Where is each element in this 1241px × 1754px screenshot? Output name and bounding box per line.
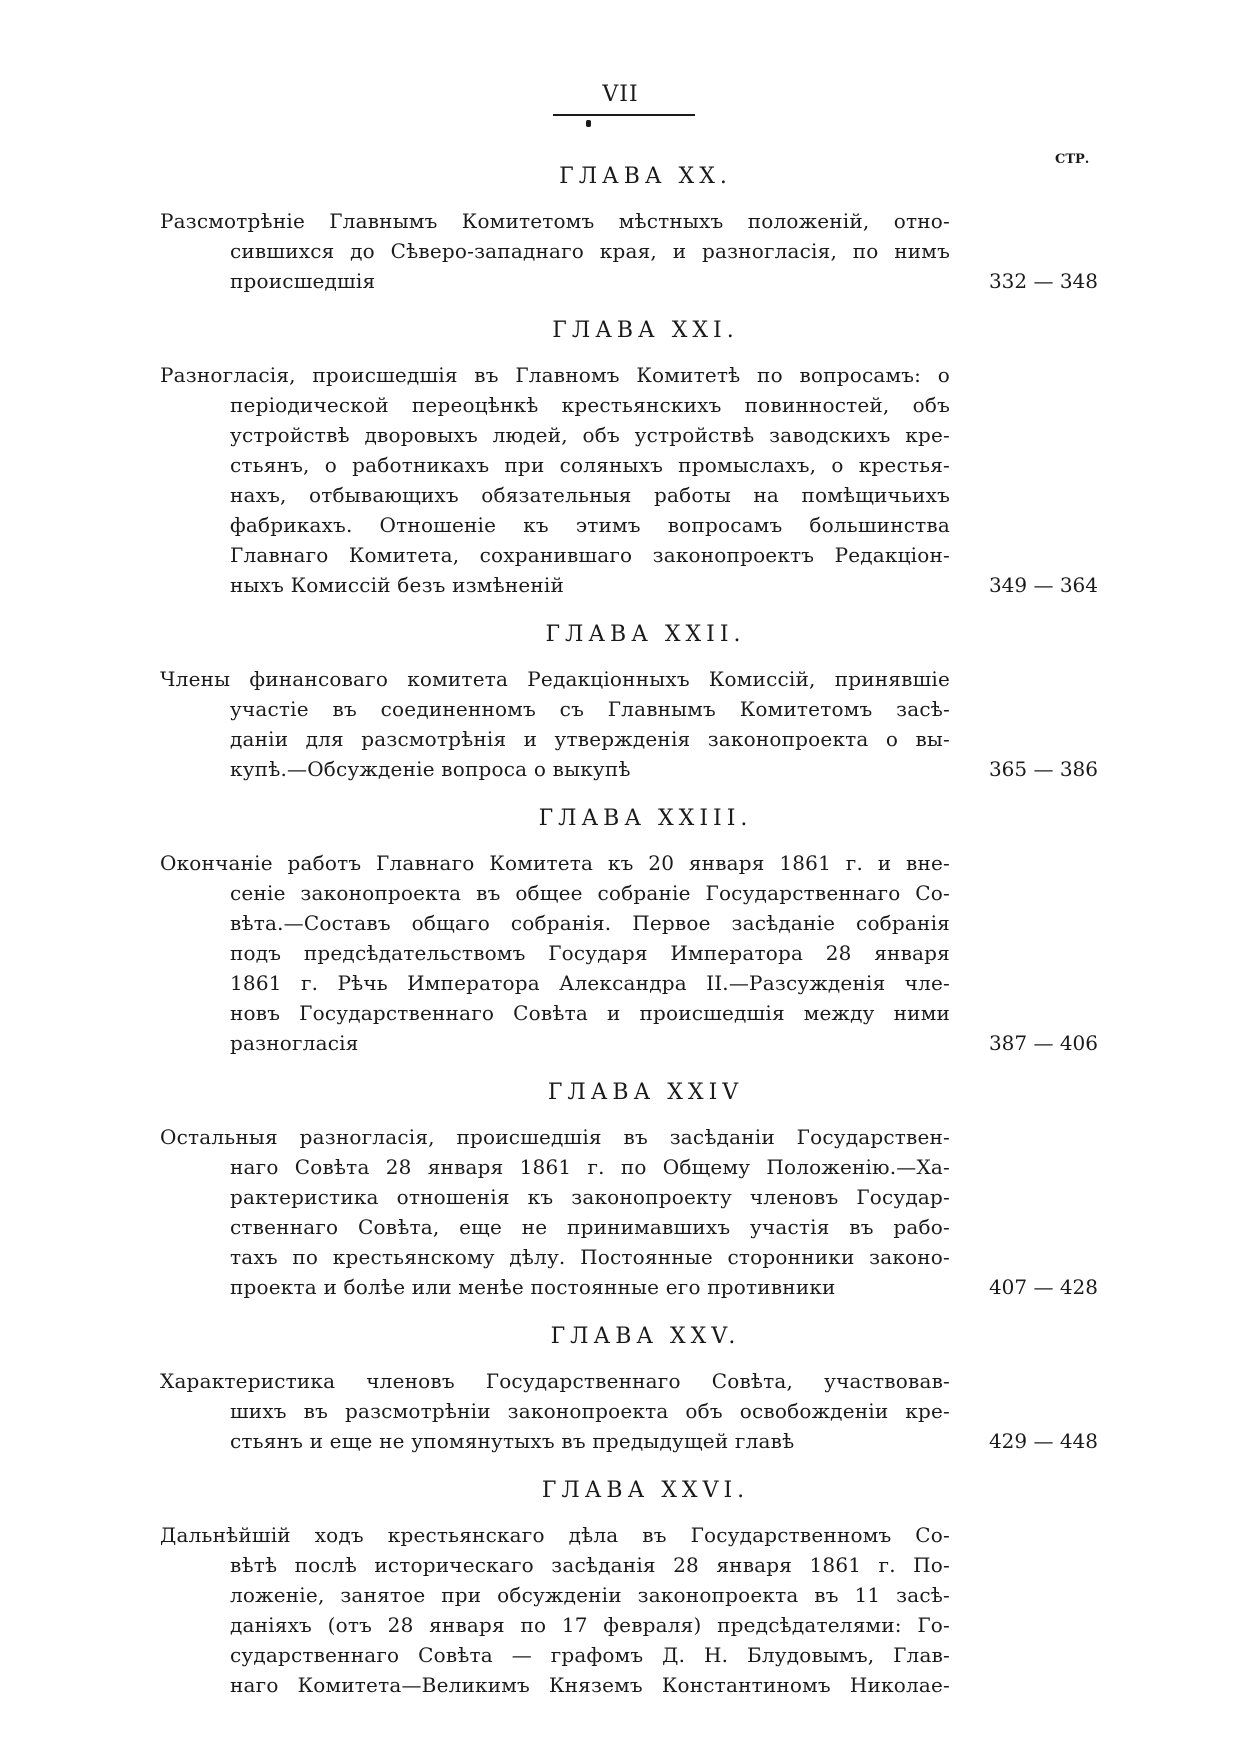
summary-line: нахъ, отбывающихъ обязательныя работы на помѣщичьихъ [230, 483, 950, 507]
summary-line: новъ Государственнаго Совѣта и происшедшія между ними [230, 1001, 950, 1025]
summary-line: стьянъ, о работникахъ при соляныхъ промыслахъ, о крестья- [230, 453, 950, 477]
page-range: 429 — 448 [988, 1429, 1098, 1453]
summary-line: фабрикахъ. Отношеніе къ этимъ вопросамъ большинства [230, 513, 950, 537]
summary-line: участіе въ соединенномъ съ Главнымъ Комитетомъ засѣ- [230, 697, 950, 721]
summary-line: ственнаго Совѣта, еще не принимавшихъ участія въ рабо- [230, 1215, 950, 1239]
page-range: 407 — 428 [988, 1275, 1098, 1299]
chapter-title: ГЛАВА XX. [559, 164, 732, 189]
summary-line: проекта и болѣе или менѣе постоянные его противники [230, 1275, 836, 1299]
chapter-xxv [0, 1322, 1241, 1456]
page-number: VII [602, 82, 639, 107]
summary-line: сившихся до Сѣверо-западнаго края, и разногласія, по нимъ [230, 239, 950, 263]
summary-line: разногласія [230, 1031, 359, 1055]
page-range: 332 — 348 [988, 269, 1098, 293]
summary-line: даніи для разсмотрѣнія и утвержденія законопроекта о вы- [230, 727, 950, 751]
chapter-xx [0, 162, 1241, 296]
chapter-summary [160, 848, 1098, 1058]
summary-line: 1861 г. Рѣчь Императора Александра II.—Разсужденія чле- [230, 971, 950, 995]
summary-line: тахъ по крестьянскому дѣлу. Постоянные сторонники законо- [230, 1245, 950, 1269]
chapter-title: ГЛАВА XXVI. [541, 1478, 750, 1503]
summary-line: Характеристика членовъ Государственнаго Совѣта, участвовав- [160, 1369, 950, 1393]
chapter-summary [160, 360, 1098, 600]
chapter-summary [160, 1122, 1098, 1302]
summary-line: вѣтѣ послѣ историческаго засѣданія 28 января 1861 г. По- [230, 1553, 950, 1577]
chapter-title: ГЛАВА XXIV [547, 1080, 744, 1105]
pages-column-header: СТР. [1055, 152, 1090, 167]
summary-line: шихъ въ разсмотрѣніи законопроекта объ освобожденіи кре- [230, 1399, 950, 1423]
summary-line: наго Совѣта 28 января 1861 г. по Общему Положенію.—Ха- [230, 1155, 950, 1179]
summary-line: періодической переоцѣнкѣ крестьянскихъ повинностей, объ [230, 393, 950, 417]
chapter-xxiii [0, 804, 1241, 1058]
chapter-summary [160, 1366, 1098, 1456]
summary-line: рактеристика отношенія къ законопроекту членовъ Государ- [230, 1185, 950, 1209]
chapter-xxi [0, 316, 1241, 600]
chapter-title: ГЛАВА XXI. [552, 318, 739, 343]
summary-line: Разсмотрѣніе Главнымъ Комитетомъ мѣстныхъ положеній, отно- [160, 209, 950, 233]
page-range: 387 — 406 [988, 1031, 1098, 1055]
page-range: 349 — 364 [988, 573, 1098, 597]
chapter-xxvi [0, 1476, 1241, 1700]
header-rule [553, 114, 695, 116]
summary-line: сеніе законопроекта въ общее собраніе Государственнаго Со- [230, 881, 950, 905]
chapter-xxii [0, 620, 1241, 784]
chapter-xxiv [0, 1078, 1241, 1302]
summary-line: происшедшія [230, 269, 376, 293]
summary-line: Окончаніе работъ Главнаго Комитета къ 20 января 1861 г. и вне- [160, 851, 950, 875]
rule-dot [586, 120, 591, 127]
summary-line: устройствѣ дворовыхъ людей, объ устройствѣ заводскихъ кре- [230, 423, 950, 447]
summary-line: Члены финансоваго комитета Редакціонныхъ Комиссій, принявшіе [160, 667, 950, 691]
chapter-summary [160, 206, 1098, 296]
summary-line: ныхъ Комиссій безъ измѣненій [230, 573, 565, 597]
chapter-title: ГЛАВА XXV. [550, 1324, 741, 1349]
summary-line: вѣта.—Составъ общаго собранія. Первое засѣданіе собранія [230, 911, 950, 935]
chapter-summary [160, 1520, 950, 1700]
chapter-summary [160, 664, 1098, 784]
chapter-title: ГЛАВА XXIII. [538, 806, 753, 831]
summary-line: купѣ.—Обсужденіе вопроса о выкупѣ [230, 757, 631, 781]
table-of-contents [0, 162, 1241, 1700]
chapter-title: ГЛАВА XXII. [545, 622, 746, 647]
summary-line: сударственнаго Совѣта — графомъ Д. Н. Блудовымъ, Глав- [230, 1643, 950, 1667]
summary-line: даніяхъ (отъ 28 января по 17 февраля) предсѣдателями: Го- [230, 1613, 950, 1637]
summary-line: Остальныя разногласія, происшедшія въ засѣданіи Государствен- [160, 1125, 950, 1149]
summary-line: Дальнѣйшій ходъ крестьянскаго дѣла въ Государственномъ Со- [160, 1523, 950, 1547]
summary-line: ложеніе, занятое при обсужденіи законопроекта въ 11 засѣ- [230, 1583, 950, 1607]
summary-line: стьянъ и еще не упомянутыхъ въ предыдущей главѣ [230, 1429, 795, 1453]
page-range: 365 — 386 [988, 757, 1098, 781]
summary-line: Разногласія, происшедшія въ Главномъ Комитетѣ по вопросамъ: о [160, 363, 950, 387]
summary-line: Главнаго Комитета, сохранившаго законопроектъ Редакціон- [230, 543, 950, 567]
summary-line: подъ предсѣдательствомъ Государя Императора 28 января [230, 941, 950, 965]
summary-line: наго Комитета—Великимъ Княземъ Константиномъ Николае- [230, 1673, 950, 1697]
